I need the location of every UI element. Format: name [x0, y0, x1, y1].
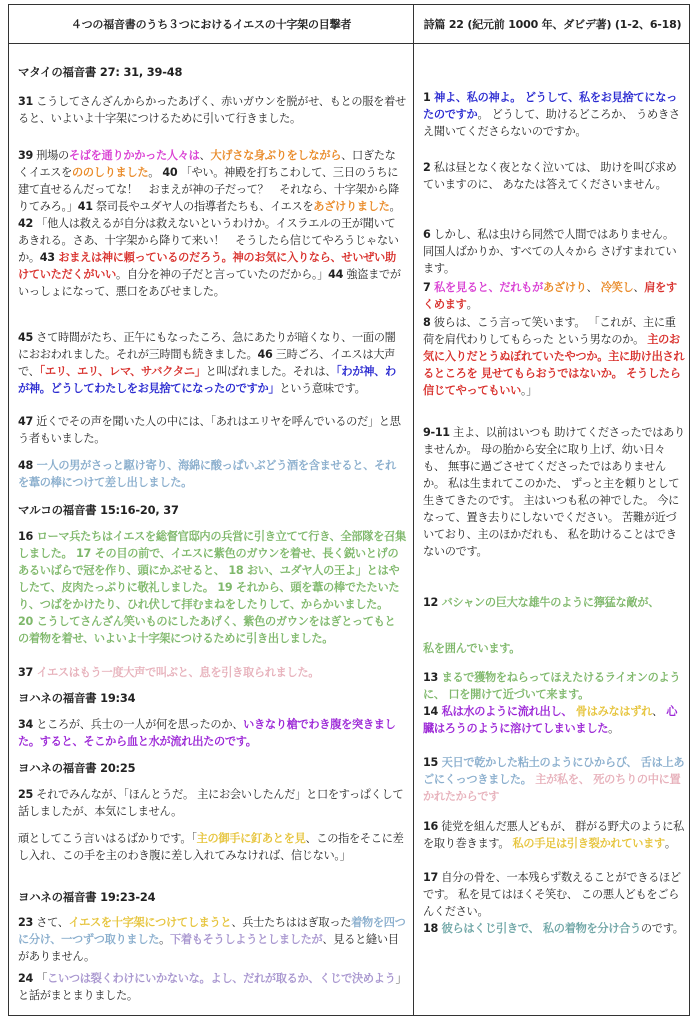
verse-text: 」と話がまとまりました。 [18, 972, 401, 1002]
highlight-let-him-deliver: 主のお気に入りだとうぬぼれていたやつか。主に助け出されるところを 見せてもらおうではないか。 そうしたら信じてやってもいい [423, 333, 685, 397]
verse-text: 「他人は救えるが自分は救えないというわけか。イスラエルの王が聞いてあきれる。さあ、十字架から降りて来い！ そうしたら信じてやろうじゃないか。 [18, 217, 399, 264]
verse-number: 34 [18, 718, 33, 731]
highlight-pierced: 私の手足は引き裂かれています [512, 837, 665, 850]
highlight-eli-eli: 「エリ、エリ、レマ、サバクタニ」 [39, 365, 206, 378]
verse-text: 。 [466, 298, 478, 311]
john-19-23-reference: ヨハネの福音書 19:23-24 [18, 890, 156, 904]
verse-text: さて、 [32, 916, 69, 929]
verse-number: 8 [423, 316, 431, 329]
highlight-undergarment: 下着もそうしようとしましたが [169, 933, 323, 946]
psalm-22-12 [423, 594, 685, 611]
verse-text: 祭司長やユダヤ人の指導者たちも、イエスを [92, 200, 314, 213]
verse-number: 39 [18, 149, 33, 162]
verse-text: 彼らは、こう言って笑います。 「これが、主に重荷を肩代わりしてもらった という男なのか。 [423, 316, 676, 346]
matthew-27-45-46 [18, 329, 406, 397]
verse-text: 三時ごろ、イエスは大声で、 [18, 348, 396, 378]
verse-text: 強盗までがいっしょになって、悪口をあびせました。 [18, 268, 401, 298]
psalm-22-17 [423, 869, 685, 920]
verse-number: 2 [423, 161, 431, 174]
verse-text: 。 [664, 837, 676, 850]
verse-text: 、兵士たちははぎ取った [231, 916, 352, 929]
highlight-bulls: バシャンの巨大な雄牛のように獰猛な敵が、 [437, 596, 660, 609]
verse-number: 43 [39, 251, 55, 264]
verse-number: 23 [18, 916, 33, 929]
verse-text: という意味です。 [279, 382, 366, 395]
verse-number: 14 [423, 705, 438, 718]
matthew-27-47 [18, 413, 406, 447]
psalm-22-12-continued [423, 640, 685, 657]
highlight-trust-in-god: おまえは神に頼っているのだろう。神のお気に入りなら、せいぜい助けていただくがいい [18, 251, 396, 281]
verse-text: 「やい。神殿を打ちこわして、三日のうちに建て直せるんだってな！ おまえが神の子だって？ それなら、十字架から降りてみろ。」 [18, 166, 400, 213]
column-divider [413, 5, 414, 1015]
verse-text: 、この指をそこに差し入れ、この手を主のわき腹に差し入れてみなければ、信じない。」 [18, 832, 404, 862]
verse-text: 、口ぎたなくイエスを [18, 149, 396, 179]
highlight-heart-wax: 心臓はろうのように溶けてしまいました [423, 705, 678, 735]
verse-text: こうしてさんざんからかったあげく、赤いガウンを脱がせ、もとの服を着せると、いよいよ十字架につけるために引いて行きました。 [18, 95, 406, 125]
mark-15-16-20 [18, 528, 406, 647]
verse-number: 1 [423, 91, 431, 104]
psalm-22-14 [423, 703, 685, 737]
highlight-nail-marks: 主の御手に釘あとを見 [196, 832, 306, 845]
psalm-22-7 [423, 279, 685, 313]
psalm-22-13 [423, 669, 685, 703]
psalm-22-1 [423, 89, 685, 140]
highlight-forsaken: 「わが神、わが神。どうしてわたしをお見捨てになったのですか」 [18, 365, 396, 395]
verse-text: と叫ばれました。それは、 [205, 365, 337, 378]
highlight-passersby: そばを通りかかった人々は [68, 149, 200, 162]
verse-text: 、見ると縫い目がありません。 [18, 933, 399, 963]
john-19-24 [18, 970, 406, 1004]
john-19-23 [18, 914, 406, 965]
highlight-gestures: 大げさな身ぶりをしながら [210, 149, 342, 162]
highlight-thirst: 天日で乾かした粘土のようにひからび、 舌は上あごにくっつきました。 [423, 756, 685, 786]
verse-text: のです。 [640, 922, 684, 935]
highlight-all-who-see: 私を見ると、だれもが [430, 281, 543, 294]
verse-number: 16 [423, 820, 438, 833]
psalm-22-8 [423, 314, 685, 399]
verse-number: 15 [423, 756, 438, 769]
verse-text: 刑場の [32, 149, 69, 162]
verse-text: 自分の骨を、一本残らず数えることができるほどです。 私を見てはほくそ笑む、 この悪人どもをごらんください。 [423, 871, 681, 918]
highlight-cast-lots: こいつは裂くわけにいかないな。よし、だれが取るか、くじで決めよう [47, 972, 396, 985]
verse-number: 6 [423, 228, 431, 241]
verse-text: 、 [199, 149, 211, 162]
verse-number: 47 [18, 415, 33, 428]
verse-number: 17 [423, 871, 438, 884]
psalm-22-18 [423, 920, 685, 937]
highlight-clothes-divided: 着物を四つに分け、一つずつ取りました [18, 916, 406, 946]
highlight-shrug: 肩をすくめます [423, 281, 677, 311]
verse-number: 13 [423, 671, 438, 684]
mark-15-37 [18, 664, 406, 681]
verse-number: 45 [18, 331, 33, 344]
verse-text: 。 [608, 722, 619, 735]
john-20-25-continued [18, 830, 406, 864]
verse-text: 。 [389, 200, 401, 213]
matthew-27-31 [18, 93, 406, 127]
psalm-22-9-11 [423, 424, 685, 560]
verse-number: 16 [18, 530, 33, 543]
verse-text: 。 [159, 933, 170, 946]
verse-text: 。自分を神の子だと言っていたのだから。」 [116, 268, 329, 281]
psalm-column-header: 詩篇 22 (紀元前 1000 年、ダビデ著) (1-2、6-18) [423, 18, 682, 31]
matthew-27-39-44 [18, 147, 406, 300]
highlight-forsaken: 神よ、私の神よ。 どうして、私をお見捨てになったのですか [423, 91, 677, 121]
verse-text: 、 [652, 705, 667, 718]
highlight-sour-wine: 一人の男がさっと駆け寄り、海綿に酸っぱいぶどう酒を含ませると、それを葦の棒につけて差し出しました。 [18, 459, 396, 489]
highlight-dust-of-death: 主が私を、 死のちりの中に置かれたからです [423, 773, 681, 803]
verse-text: 徒党を組んだ悪人どもが、 群がる野犬のように私を取り巻きます。 [423, 820, 685, 850]
verse-number: 18 [423, 922, 438, 935]
verse-text: 、 [633, 281, 645, 294]
verse-text: それでみんなが、「ほんとうだ。 主にお会いしたんだ」と口をすっぱくして話しましたが、本気にしません。 [18, 788, 404, 818]
verse-number: 31 [18, 95, 33, 108]
verse-number: 46 [257, 348, 273, 361]
highlight-last-breath: イエスはもう一度大声で叫ぶと、息を引き取られました。 [32, 666, 320, 679]
verse-text: 私は昼となく夜となく泣いては、 助けを叫び求めていますのに、 あなたは答えてくださいません。 [423, 161, 677, 191]
john-19-34-reference: ヨハネの福音書 19:34 [18, 691, 136, 705]
psalm-22-15 [423, 754, 685, 805]
verse-number: 25 [18, 788, 33, 801]
verse-number: 12 [423, 596, 438, 609]
verse-text: 近くでその声を聞いた人の中には、「あれはエリヤを呼んでいるのだ」と思う者もいました。 [18, 415, 401, 445]
verse-text: 。 [148, 166, 160, 179]
highlight-lion: まるで獲物をねらってほえたけるライオンのように、 口を開けて近づいて来ます。 [423, 671, 681, 701]
highlight-divide-garments: 彼らはくじ引きで、 私の着物を分け合う [437, 922, 641, 935]
verse-number: 40 [162, 166, 178, 179]
verse-text: 、 [586, 281, 601, 294]
verse-text: さて時間がたち、正午にもなったころ、急にあたりが暗くなり、一面の闇におおわれました。それが三時間も続きました。 [18, 331, 396, 361]
highlight-bones: 骨はみなはずれ [575, 705, 653, 718]
verse-number: 44 [328, 268, 344, 281]
highlight-soldiers-mock: ローマ兵たちはイエスを総督官邸内の兵営に引き立てて行き、全部隊を召集しました。 17 その目の前で、イエスに紫色のガウンを着せ、長く鋭いとげのあるいばらで冠を作り、頭にかぶせると、 18 おい、ユダヤ人の王よ」とはやしたて、皮肉たっぷりに敬礼しました。 19 それから、頭を葦の棒でたたいたり、つばをかけたり、ひれ伏して拝むまねをしたりして、からかいました。 20 こうしてさんざん笑いものにしたあげく、紫色のガウンをはぎとってもとの着物を着せ、いよいよ十字架につけるために引き出しました。 [18, 530, 406, 645]
verse-number: 7 [423, 281, 431, 294]
highlight-poured-water: 私は水のように流れ出し、 [437, 705, 576, 718]
gospels-column-header: ４つの福音書のうち３つにおけるイエスの十字架の目撃者 [70, 18, 352, 31]
verse-number: 24 [18, 972, 33, 985]
john-19-34 [18, 716, 406, 750]
highlight-surround: 私を囲んでいます。 [423, 642, 521, 655]
table-header-row [9, 5, 689, 44]
verse-text: 頑としてこう言いはるばかりです。「 [18, 832, 197, 845]
verse-text: ところが、兵士の一人が何を思ったのか、 [32, 718, 244, 731]
highlight-insulted: ののしりました [72, 166, 149, 179]
comparison-table [8, 4, 690, 1016]
highlight-mock: あざけり [542, 281, 587, 294]
verse-text: 。 どうして、助けるどころか、 うめきさえ聞いてくださらないのですか。 [423, 108, 680, 138]
highlight-sneer: 冷笑し [600, 281, 634, 294]
psalm-22-2 [423, 159, 685, 193]
john-20-25-reference: ヨハネの福音書 20:25 [18, 761, 136, 775]
verse-number: 41 [77, 200, 93, 213]
mark-reference: マルコの福音書 15:16-20, 37 [18, 503, 179, 517]
verse-number: 37 [18, 666, 33, 679]
verse-text: しかし、私は虫けら同然で人間ではありません。 同国人ばかりか、すべての人々から さげすまれています。 [423, 228, 677, 275]
psalm-22-16 [423, 818, 685, 852]
highlight-mocked: あざけりました [313, 200, 390, 213]
matthew-27-48 [18, 457, 406, 491]
matthew-reference: マタイの福音書 27: 31, 39-48 [18, 65, 183, 79]
verse-number: 42 [18, 217, 33, 230]
verse-text: 主よ、以前はいつも 助けてくださったではありませんか。 母の胎から安全に取り上げ、幼い日々も、 無事に過ごさせてくださったではありませんか。 私は生まれてこのかた、 ずっと主を頼りとして生きてきたのです。 主はいつも私の神でした。 今になって、置き去りにしないでください。 苦難が近づいており、主のほかだれも、 私を助けることはできないのです。 [423, 426, 685, 558]
verse-number: 9-11 [423, 426, 450, 439]
john-20-25 [18, 786, 406, 820]
highlight-spear: いきなり槍でわき腹を突きました。すると、そこから血と水が流れ出たのです。 [18, 718, 396, 748]
verse-text: 。」 [521, 384, 538, 397]
highlight-crucified: イエスを十字架につけてしまうと [68, 916, 232, 929]
verse-text: 「 [32, 972, 48, 985]
verse-number: 48 [18, 459, 33, 472]
psalm-22-6 [423, 226, 685, 277]
